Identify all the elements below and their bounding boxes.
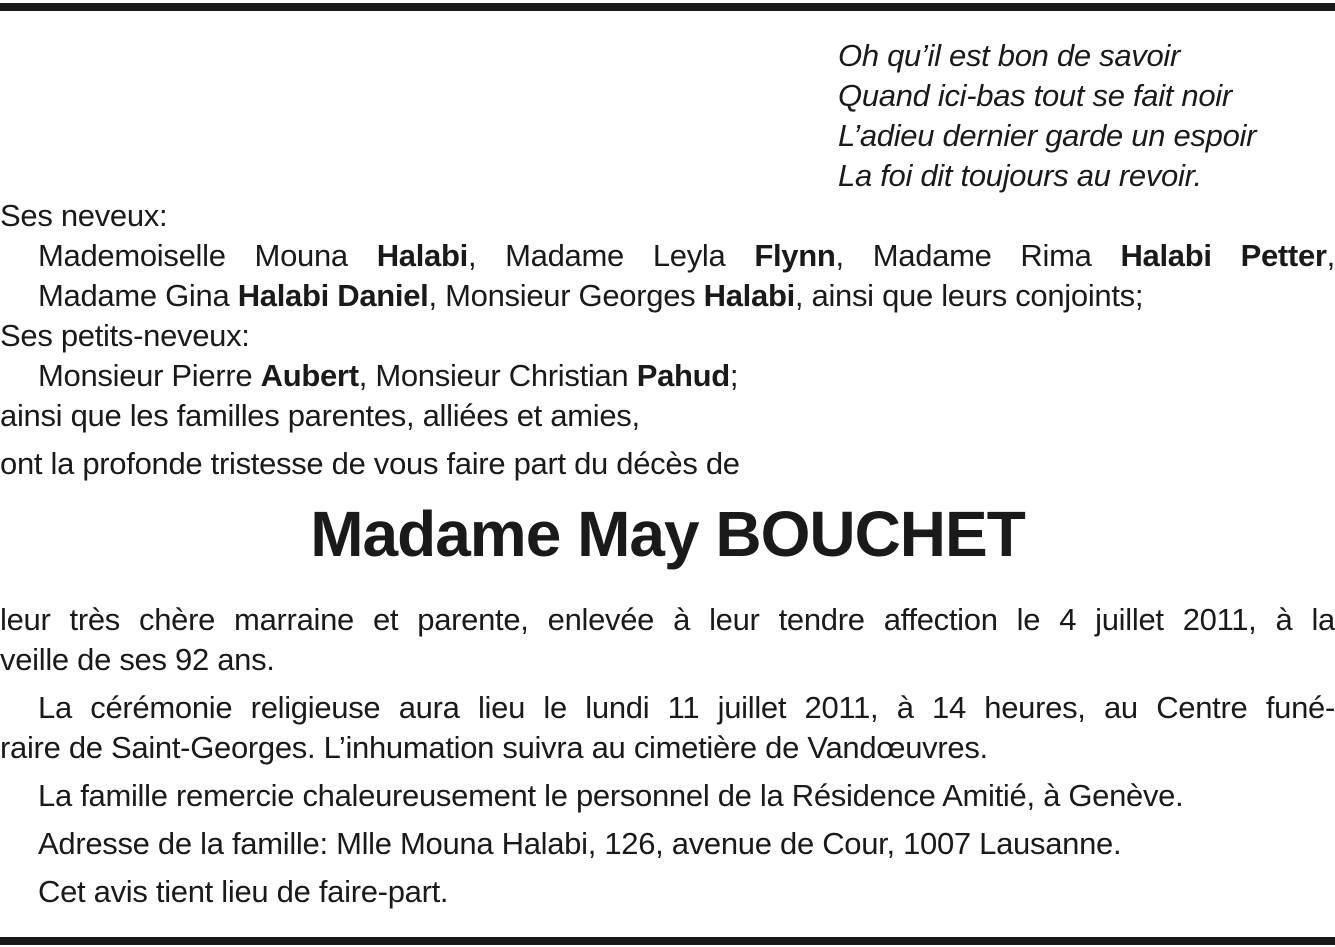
family-list [0,196,1335,484]
nephews-line-1-seg: Flynn [754,238,836,273]
nephews-line-2-seg: Halabi Daniel [237,278,429,313]
grandnephews-seg: , Monsieur Christian [358,358,637,393]
families-line: ainsi que les familles parentes, alliées et amies, [0,398,640,433]
grandnephews-seg: Pahud [636,358,730,393]
grandnephews-heading: Ses petits-neveux: [0,318,250,353]
bottom-border-rule [0,937,1335,945]
relation-line-2: veille de ses 92 ans. [0,642,275,677]
poem-line-2: Quand ici-bas tout se fait noir [838,78,1232,113]
thanks-line: La famille remercie chaleureusement le personnel de la Résidence Amitié, à Genève. [38,778,1184,813]
closing-line: Cet avis tient lieu de faire-part. [38,874,449,909]
nephews-heading: Ses neveux: [0,198,168,233]
nephews-line-2-seg: , ainsi que leurs conjoints; [794,278,1144,313]
poem-line-3: L’adieu dernier garde un espoir [838,118,1257,153]
top-border-rule [0,3,1335,11]
grandnephews-line [0,356,1335,396]
announcement-line: ont la profonde tristesse de vous faire part du décès de [0,446,740,481]
poem-line-1: Oh qu’il est bon de savoir [838,38,1181,73]
nephews-line-1-seg: Halabi Petter [1120,238,1327,273]
poem-verse [838,36,1256,196]
address-line: Adresse de la famille: Mlle Mouna Halabi, 126, avenue de Cour, 1007 Lausanne. [38,826,1122,861]
relation-line-1: leur très chère marraine et parente, enlevée à leur tendre affection le 4 juillet 2011, à la [0,602,1335,637]
nephews-line-1-seg: , Madame Rima [835,238,1121,273]
poem-line-4: La foi dit toujours au revoir. [838,158,1202,193]
notice-body [0,600,1335,912]
nephews-line-1-seg: Mademoiselle Mouna [38,238,377,273]
deceased-name: Madame May BOUCHET [310,498,1025,570]
nephews-line-2-seg: Halabi [703,278,795,313]
nephews-line-1 [0,236,1335,276]
grandnephews-seg: Monsieur Pierre [38,358,261,393]
nephews-line-2 [0,276,1335,316]
nephews-line-2-seg: Madame Gina [38,278,238,313]
grandnephews-seg: Aubert [260,358,359,393]
ceremony-line-1: La cérémonie religieuse aura lieu le lundi 11 juillet 2011, à 14 heures, au Centre funé- [38,690,1335,725]
ceremony-line-2: raire de Saint-Georges. L’inhumation suivra au cimetière de Vandœuvres. [0,730,988,765]
nephews-line-2-seg: , Monsieur Georges [428,278,704,313]
grandnephews-seg: ; [729,358,739,393]
nephews-line-1-seg: Halabi [376,238,468,273]
nephews-line-1-seg: , Madame Leyla [467,238,755,273]
nephews-line-1-seg: , [1326,238,1335,273]
